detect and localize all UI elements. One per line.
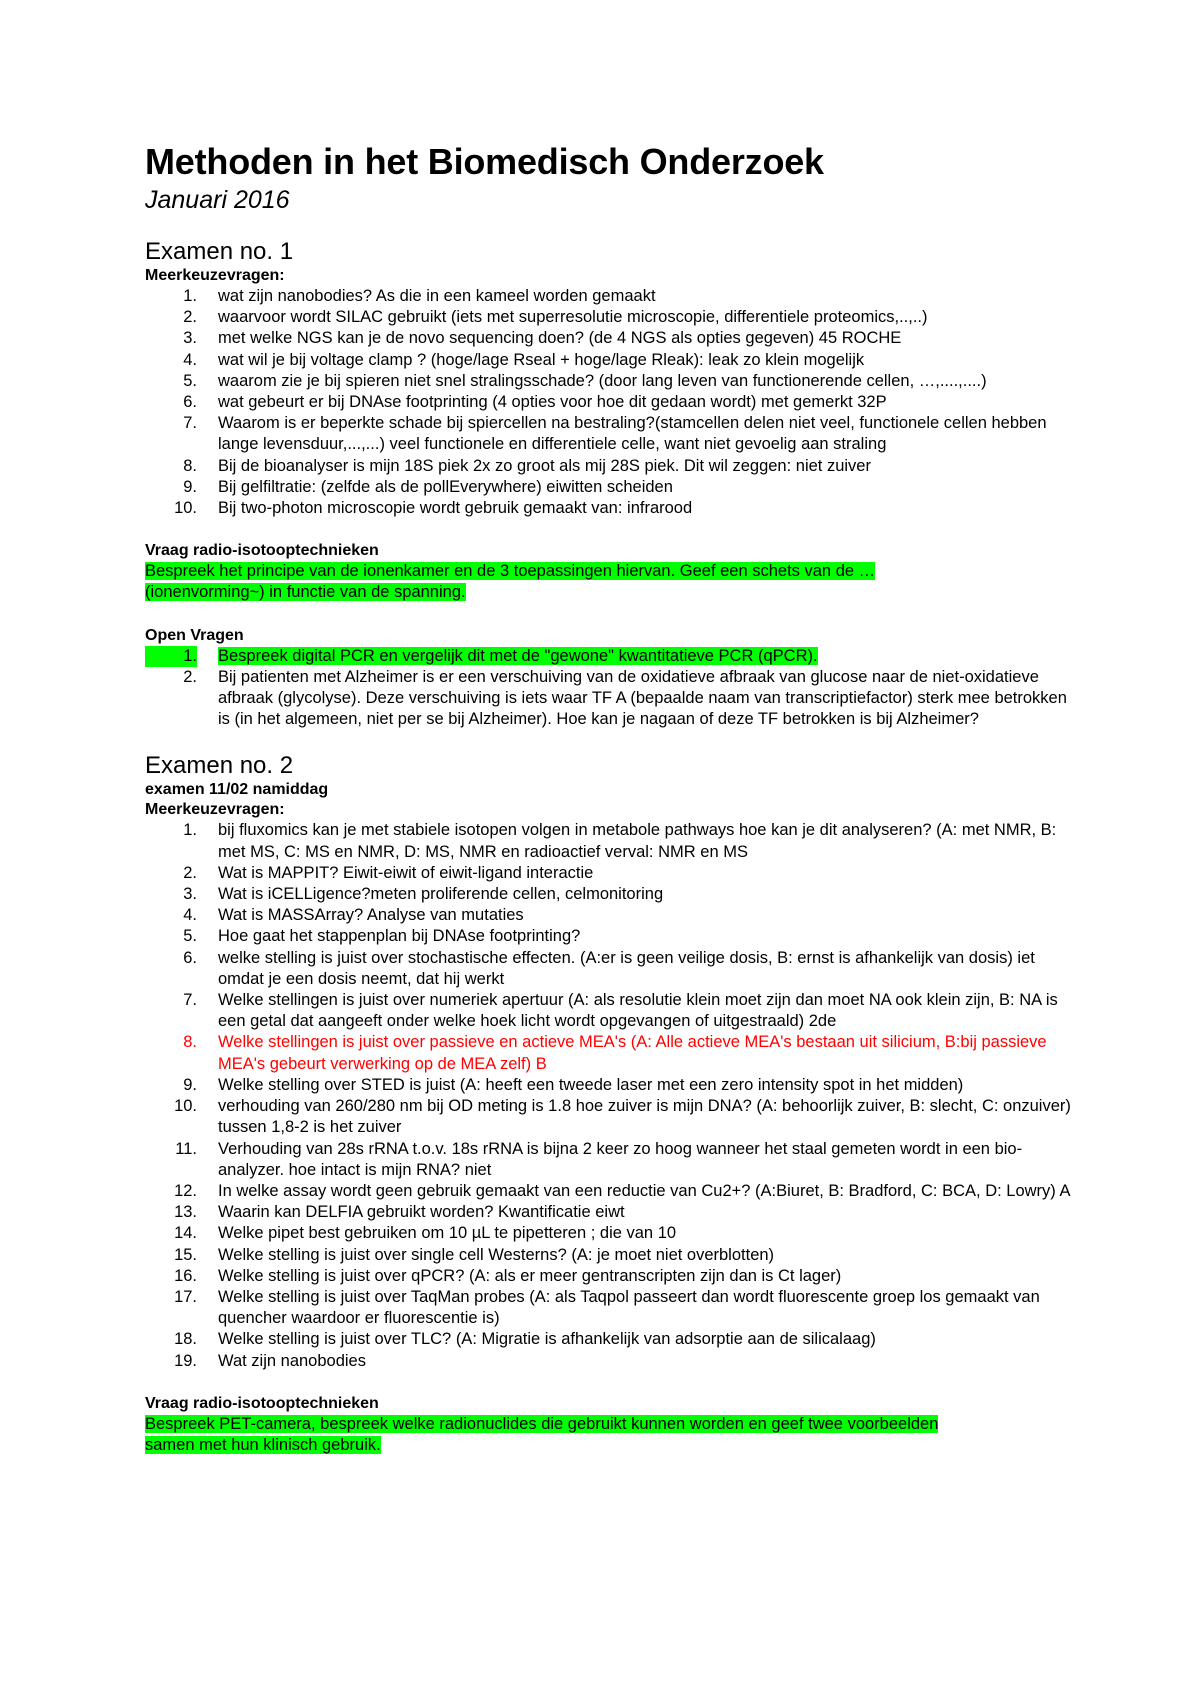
list-item: 11. Verhouding van 28s rRNA t.o.v. 18s rRNA is bijna 2 keer zo hoog wanneer het staal gemeten wordt in een bio-analyzer. hoe intact is mijn RNA? niet <box>175 1139 1023 1179</box>
exam1-open-list <box>145 646 1075 731</box>
list-item: 6. welke stelling is juist over stochastische effecten. (A:er is geen veilige dosis, B: ernst is afhankelijk van dosis) iet omdat je een dosis neemt, dat hij werkt <box>183 948 1035 988</box>
list-item: 15. Welke stelling is juist over single cell Westerns? (A: je moet niet overblotten) <box>174 1245 775 1264</box>
list-item: 18. Welke stelling is juist over TLC? (A: Migratie is afhankelijk van adsorptie aan de silicalaag) <box>174 1330 876 1349</box>
exam1-radio-question: Bespreek het principe van de ionenkamer en de 3 toepassingen hiervan. Geef een schets van de … (ionenvorming~) in functie van de spanning. <box>145 562 876 602</box>
list-item: 9. Bij gelfiltratie: (zelfde als de pollEverywhere) eiwitten scheiden <box>183 477 673 496</box>
list-item: 19. Wat zijn nanobodies <box>174 1351 366 1370</box>
list-item: 5. waarom zie je bij spieren niet snel stralingsschade? (door lang leven van functionerende cellen, …,....,....) <box>183 371 987 390</box>
list-item: 12. In welke assay wordt geen gebruik gemaakt van een reductie van Cu2+? (A:Biuret, B: Bradford, C: BCA, D: Lowry) A <box>174 1181 1071 1200</box>
list-item: 13. Waarin kan DELFIA gebruikt worden? Kwantificatie eiwt <box>174 1203 625 1222</box>
exam2-radio-label: Vraag radio-isotooptechnieken <box>145 1394 379 1412</box>
list-item: 4. Wat is MASSArray? Analyse van mutaties <box>183 906 524 925</box>
document-page <box>145 140 1075 1456</box>
exam1-mc-list <box>145 286 1075 519</box>
exam1-open-label: Open Vragen <box>145 626 244 644</box>
exam2-date-label: examen 11/02 namiddag <box>145 781 329 799</box>
document-title: Methoden in het Biomedisch Onderzoek <box>145 141 824 182</box>
exam1-mc-label: Meerkeuzevragen: <box>145 267 285 284</box>
exam2-radio-question: Bespreek PET-camera, bespreek welke radionuclides die gebruikt kunnen worden en geef twee voorbeelden samen met hun klinisch gebruik. <box>145 1414 939 1454</box>
list-item: 1. Bespreek digital PCR en vergelijk dit met de "gewone" kwantitatieve PCR (qPCR). <box>145 646 1075 667</box>
list-item: 1. wat zijn nanobodies? As die in een kameel worden gemaakt <box>183 287 656 305</box>
list-item: 3. Wat is iCELLigence?meten proliferende cellen, celmonitoring <box>183 885 664 904</box>
exam1-radio-label: Vraag radio-isotooptechnieken <box>145 542 379 560</box>
list-item: 10. verhouding van 260/280 nm bij OD meting is 1.8 hoe zuiver is mijn DNA? (A: behoorlijk zuiver, B: slecht, C: onzuiver) tussen 1,8-2 is het zuiver <box>174 1097 1071 1137</box>
list-item: 10. Bij two-photon microscopie wordt gebruik gemaakt van: infrarood <box>174 499 693 518</box>
list-item: 5. Hoe gaat het stappenplan bij DNAse footprinting? <box>183 927 581 946</box>
list-item: 8. Bij de bioanalyser is mijn 18S piek 2x zo groot als mij 28S piek. Dit wil zeggen: niet zuiver <box>183 456 871 475</box>
list-item: 9. Welke stelling over STED is juist (A: heeft een tweede laser met een zero intensity spot in het midden) <box>183 1075 964 1094</box>
list-item: 6. wat gebeurt er bij DNAse footprinting (4 opties voor hoe dit gedaan wordt) met gemerkt 32P <box>183 393 887 412</box>
document-subtitle: Januari 2016 <box>145 186 290 214</box>
list-item: 8. Welke stellingen is juist over passieve en actieve MEA's (A: Alle actieve MEA's bestaan uit silicium, B:bij passieve MEA's gebeurt verwerking op de MEA zelf) B <box>183 1033 1047 1073</box>
list-item: 16. Welke stelling is juist over qPCR? (A: als er meer gentranscripten zijn dan is Ct lager) <box>174 1266 842 1285</box>
list-item: 2. Bij patienten met Alzheimer is er een verschuiving van de oxidatieve afbraak van glucose naar de niet-oxidatieve afbraak (glycolyse). Deze verschuiving is iets waar TF A (bepaalde naam van transcriptiefactor) sterk mee betrokken is (in het algemeen, niet per se bij Alzheimer). Hoe kan je nagaan of deze TF betrokken is bij Alzheimer? <box>183 667 1067 729</box>
list-item: 7. Waarom is er beperkte schade bij spiercellen na bestraling?(stamcellen delen niet veel, functionele cellen hebben lange levensduur,...,...) veel functionele en differentiele celle, want niet gevoelig aan straling <box>183 414 1047 454</box>
list-item: 14. Welke pipet best gebruiken om 10 µL te pipetteren ; die van 10 <box>174 1224 677 1243</box>
list-item: 7. Welke stellingen is juist over numeriek apertuur (A: als resolutie klein moet zijn dan moet NA ook klein zijn, B: NA is een getal dat aangeeft onder welke hoek licht wordt opgevangen of uitgestraald) 2de <box>183 991 1058 1031</box>
exam2-heading: Examen no. 2 <box>145 752 294 780</box>
exam2-mc-label: Meerkeuzevragen: <box>145 801 285 819</box>
list-item: 3. met welke NGS kan je de novo sequencing doen? (de 4 NGS als opties gegeven) 45 ROCHE <box>183 329 902 348</box>
list-item: 2. Wat is MAPPIT? Eiwit-eiwit of eiwit-ligand interactie <box>183 863 594 882</box>
list-item: 4. wat wil je bij voltage clamp ? (hoge/lage Rseal + hoge/lage Rleak): leak zo klein mogelijk <box>183 350 865 369</box>
list-item: 17. Welke stelling is juist over TaqMan probes (A: als Taqpol passeert dan wordt fluorescente groep los gemaakt van quencher waardoor er fluorescentie is) <box>174 1287 1040 1328</box>
exam1-heading: Examen no. 1 <box>145 238 294 265</box>
list-item: 1. bij fluxomics kan je met stabiele isotopen volgen in metabole pathways hoe kan je dit analyseren? (A: met NMR, B: met MS, C: MS en NMR, D: MS, NMR en radioactief verval: NMR en MS <box>183 821 1057 861</box>
exam2-mc-list <box>145 820 1075 1371</box>
list-item: 2. waarvoor wordt SILAC gebruikt (iets met superresolutie microscopie, differentiele proteomics,..,..) <box>183 308 928 327</box>
